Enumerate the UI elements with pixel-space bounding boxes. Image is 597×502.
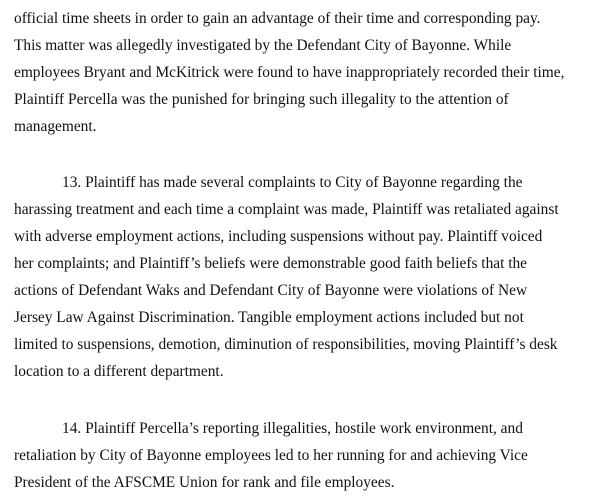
text-line: retaliation by City of Bayonne employees led to her running for and achieving Vice <box>14 447 528 464</box>
text-line: location to a different department. <box>14 363 224 380</box>
text-line: This matter was allegedly investigated by the Defendant City of Bayonne. While <box>14 37 512 54</box>
text-line: actions of Defendant Waks and Defendant City of Bayonne were violations of New <box>14 282 528 299</box>
text-line: President of the AFSCME Union for rank and file employees. <box>14 474 395 491</box>
text-line: with adverse employment actions, including suspensions without pay. Plaintiff voiced <box>14 228 543 245</box>
text-line: official time sheets in order to gain an advantage of their time and corresponding pay. <box>14 10 541 27</box>
text-line: Plaintiff Percella was the punished for bringing such illegality to the attention of <box>14 91 509 108</box>
text-line: employees Bryant and McKitrick were found to have inappropriately recorded their time, <box>14 64 565 81</box>
paragraph-13-first-line: 13. Plaintiff has made several complaints to City of Bayonne regarding the <box>62 174 523 191</box>
text-line: limited to suspensions, demotion, diminution of responsibilities, moving Plaintiff’s desk <box>14 336 558 353</box>
text-line: harassing treatment and each time a complaint was made, Plaintiff was retaliated against <box>14 201 559 218</box>
text-line: Jersey Law Against Discrimination. Tangible employment actions included but not <box>14 309 524 326</box>
paragraph-14-first-line: 14. Plaintiff Percella’s reporting illegalities, hostile work environment, and <box>62 420 523 437</box>
text-line: management. <box>14 118 97 135</box>
text-line: her complaints; and Plaintiff’s beliefs were demonstrable good faith beliefs that the <box>14 255 528 272</box>
